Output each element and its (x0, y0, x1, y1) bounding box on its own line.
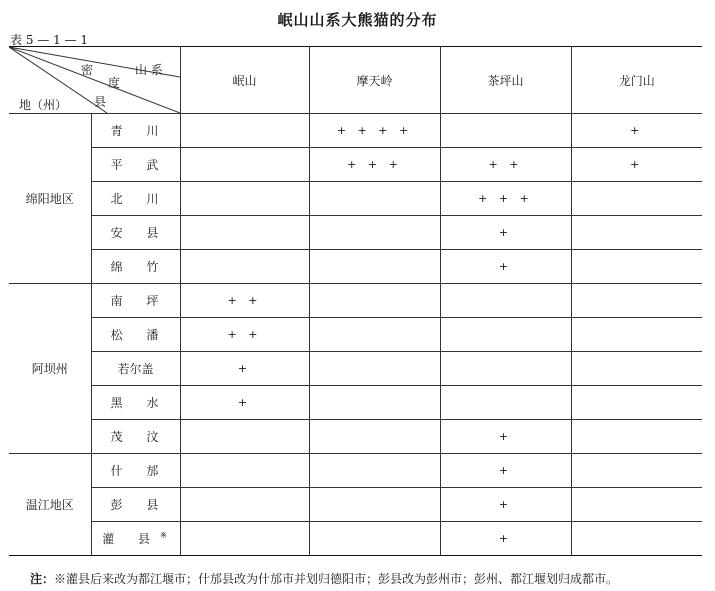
column-header: 茶坪山 (440, 47, 571, 114)
density-cell (180, 114, 309, 148)
county-cell (91, 182, 180, 216)
county-name: 什 邡 (110, 464, 169, 478)
county-cell (91, 488, 180, 522)
county-cell (91, 318, 180, 352)
corner-header (9, 47, 180, 114)
density-cell: + + + (309, 148, 440, 182)
county-name: 茂 汶 (110, 430, 169, 444)
density-cell: + (440, 420, 571, 454)
density-cell (180, 522, 309, 556)
density-cell (309, 318, 440, 352)
header-row (9, 47, 702, 114)
footnote-text: ※灌县后来改为都江堰市；什邡县改为什邡市并划归德阳市；彭县改为彭州市；彭州、都江堰划归成都市。 (54, 572, 619, 586)
density-cell (309, 488, 440, 522)
density-cell (571, 522, 702, 556)
county-cell (91, 250, 180, 284)
density-cell: + + + (440, 182, 571, 216)
density-cell (440, 114, 571, 148)
table-row (9, 114, 702, 148)
county-name: 松 潘 (110, 328, 169, 342)
density-cell (180, 420, 309, 454)
density-cell (571, 420, 702, 454)
table-row (9, 318, 702, 352)
distribution-table (9, 46, 702, 556)
corner-density-label-2: 度 (108, 76, 121, 90)
density-cell: + (571, 148, 702, 182)
density-cell (571, 454, 702, 488)
density-cell (571, 488, 702, 522)
corner-mountain-label: 山 系 (135, 63, 163, 77)
county-name: 北 川 (110, 192, 169, 206)
county-name: 平 武 (110, 158, 169, 172)
density-cell: + (440, 488, 571, 522)
county-cell (91, 114, 180, 148)
county-cell (91, 148, 180, 182)
table-row (9, 420, 702, 454)
density-cell (309, 284, 440, 318)
county-name: 绵 竹 (110, 260, 169, 274)
density-cell (180, 454, 309, 488)
density-cell (440, 284, 571, 318)
density-cell (571, 216, 702, 250)
density-cell: + (440, 522, 571, 556)
table-row (9, 454, 702, 488)
footnote-mark: ※ (160, 531, 177, 540)
density-cell: + + (180, 318, 309, 352)
county-name: 彭 县 (110, 498, 169, 512)
density-cell: + (180, 352, 309, 386)
density-cell (571, 284, 702, 318)
table-row (9, 216, 702, 250)
density-cell (440, 386, 571, 420)
county-name: 黑 水 (110, 396, 169, 410)
table-row (9, 182, 702, 216)
density-cell (309, 250, 440, 284)
table-row (9, 250, 702, 284)
corner-region-label: 地（州） (19, 98, 68, 112)
density-cell (309, 352, 440, 386)
county-cell (91, 420, 180, 454)
density-cell (180, 216, 309, 250)
county-name: 南 坪 (110, 294, 169, 308)
table-row (9, 488, 702, 522)
density-cell (571, 386, 702, 420)
column-header: 龙门山 (571, 47, 702, 114)
county-cell (91, 522, 180, 556)
density-cell (571, 352, 702, 386)
column-header: 岷山 (180, 47, 309, 114)
region-cell: 绵阳地区 (9, 114, 91, 284)
corner-density-label-1: 密 (81, 63, 94, 77)
county-cell (91, 284, 180, 318)
corner-county-label: 县 (94, 95, 107, 109)
region-cell: 阿坝州 (9, 284, 91, 454)
density-cell: + + + + (309, 114, 440, 148)
county-name: 安 县 (110, 226, 169, 240)
density-cell (309, 420, 440, 454)
page-title: 岷山山系大熊猫的分布 (277, 11, 438, 29)
density-cell: + (571, 114, 702, 148)
density-cell (180, 182, 309, 216)
region-cell: 温江地区 (9, 454, 91, 556)
density-cell: + (180, 386, 309, 420)
table-row (9, 284, 702, 318)
density-cell (180, 488, 309, 522)
table-row (9, 386, 702, 420)
density-cell (309, 454, 440, 488)
county-cell (91, 352, 180, 386)
table-row (9, 522, 702, 556)
county-cell (91, 386, 180, 420)
table-number: 表 5 — 1 — 1 (10, 33, 88, 47)
column-header: 摩天岭 (309, 47, 440, 114)
density-cell: + (440, 250, 571, 284)
density-cell (180, 148, 309, 182)
density-cell: + + (180, 284, 309, 318)
density-cell (309, 216, 440, 250)
density-cell (180, 250, 309, 284)
table-row (9, 148, 702, 182)
footnote (30, 570, 618, 587)
density-cell (309, 386, 440, 420)
density-cell (309, 522, 440, 556)
density-cell: + (440, 454, 571, 488)
density-cell (571, 318, 702, 352)
county-cell (91, 454, 180, 488)
county-name: 青 川 (110, 124, 169, 138)
density-cell: + + (440, 148, 571, 182)
density-cell (571, 182, 702, 216)
density-cell (440, 318, 571, 352)
density-cell (440, 352, 571, 386)
county-name: 灌 县 (102, 532, 161, 546)
table-row (9, 352, 702, 386)
density-cell (571, 250, 702, 284)
footnote-label: 注： (30, 572, 55, 586)
county-name: 若尔盖 (117, 362, 154, 376)
density-cell: + (440, 216, 571, 250)
density-cell (309, 182, 440, 216)
county-cell (91, 216, 180, 250)
